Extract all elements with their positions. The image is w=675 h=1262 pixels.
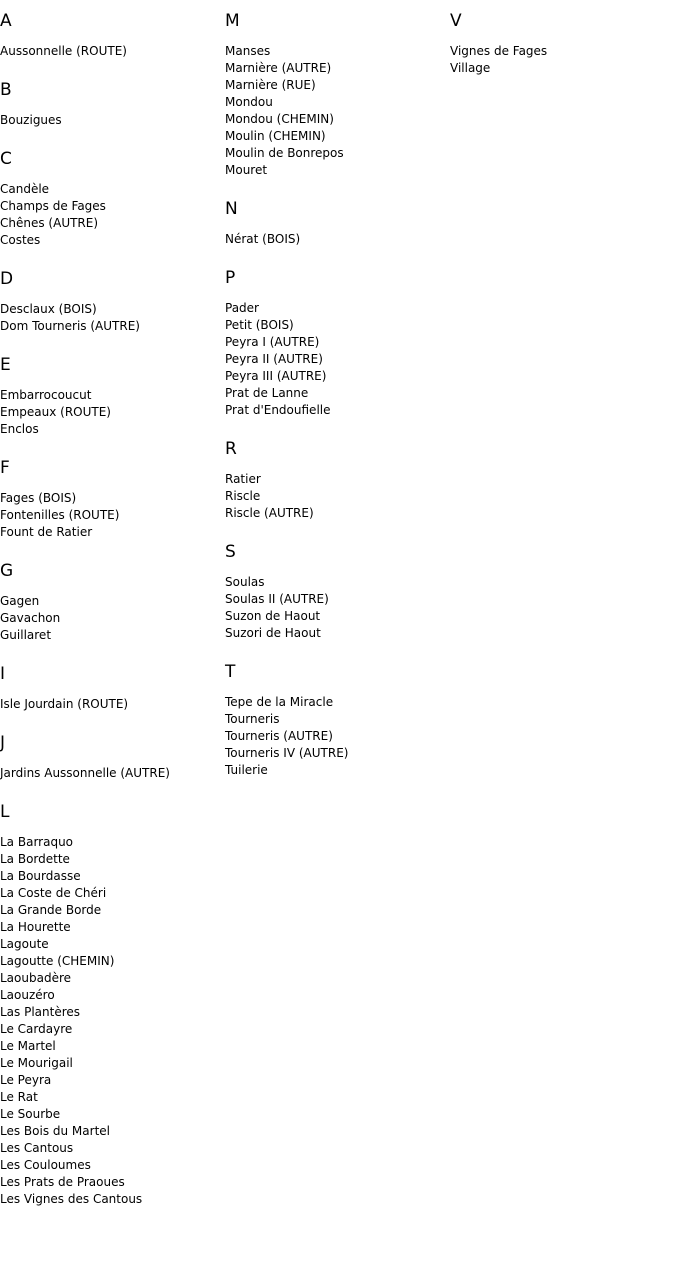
place-entry: Tuilerie xyxy=(225,763,268,777)
place-entry: Fontenilles (ROUTE) xyxy=(0,508,120,522)
place-list xyxy=(450,43,675,77)
place-list xyxy=(225,43,450,179)
letter-group-n xyxy=(225,200,450,248)
place-entry: Soulas xyxy=(225,575,265,589)
letter-heading: G xyxy=(0,561,14,581)
letter-heading: P xyxy=(225,268,236,288)
letter-group-g xyxy=(0,562,225,644)
place-entry: Empeaux (ROUTE) xyxy=(0,405,111,419)
place-entry: Mondou (CHEMIN) xyxy=(225,112,334,126)
letter-group-b xyxy=(0,81,225,129)
letter-group-p xyxy=(225,269,450,419)
place-entry: Aussonnelle (ROUTE) xyxy=(0,44,127,58)
place-entry: Embarrocoucut xyxy=(0,388,92,402)
place-entry: Dom Tourneris (AUTRE) xyxy=(0,319,140,333)
place-entry: La Coste de Chéri xyxy=(0,886,107,900)
place-entry: Tourneris IV (AUTRE) xyxy=(225,746,349,760)
letter-group-m xyxy=(225,12,450,179)
place-entry: Fount de Ratier xyxy=(0,525,93,539)
place-entry: Le Sourbe xyxy=(0,1107,61,1121)
place-entry: Chênes (AUTRE) xyxy=(0,216,99,230)
place-entry: Riscle (AUTRE) xyxy=(225,506,314,520)
place-entry: Laoubadère xyxy=(0,971,72,985)
place-entry: Vignes de Fages xyxy=(450,44,548,58)
letter-group-s xyxy=(225,543,450,642)
place-entry: Le Peyra xyxy=(0,1073,52,1087)
place-list xyxy=(225,231,450,248)
place-list xyxy=(225,574,450,642)
letter-heading: S xyxy=(225,542,236,562)
place-entry: Moulin (CHEMIN) xyxy=(225,129,326,143)
place-entry: Laouzéro xyxy=(0,988,55,1002)
place-entry: Pader xyxy=(225,301,259,315)
letter-group-t xyxy=(225,663,450,779)
letter-group-i xyxy=(0,665,225,713)
place-entry: Tourneris (AUTRE) xyxy=(225,729,333,743)
place-entry: Nérat (BOIS) xyxy=(225,232,301,246)
place-entry: Mouret xyxy=(225,163,268,177)
place-entry: Les Vignes des Cantous xyxy=(0,1192,143,1206)
index-column-2 xyxy=(225,0,450,800)
place-list xyxy=(0,593,225,644)
place-entry: Isle Jourdain (ROUTE) xyxy=(0,697,129,711)
letter-group-d xyxy=(0,270,225,335)
place-list xyxy=(0,301,225,335)
place-entry: Las Plantères xyxy=(0,1005,81,1019)
place-list xyxy=(0,765,225,782)
place-entry: Les Couloumes xyxy=(0,1158,91,1172)
place-entry: Village xyxy=(450,61,491,75)
letter-group-j xyxy=(0,734,225,782)
letter-heading: F xyxy=(0,458,10,478)
place-entry: Guillaret xyxy=(0,628,52,642)
place-entry: Les Prats de Praoues xyxy=(0,1175,125,1189)
place-entry: Suzori de Haout xyxy=(225,626,321,640)
place-entry: La Bordette xyxy=(0,852,70,866)
letter-group-c xyxy=(0,150,225,249)
place-list xyxy=(0,490,225,541)
place-entry: Marnière (AUTRE) xyxy=(225,61,332,75)
place-entry: Lagoute xyxy=(0,937,49,951)
place-entry: Candèle xyxy=(0,182,50,196)
letter-heading: C xyxy=(0,149,12,169)
index-column-1 xyxy=(0,0,225,1229)
place-entry: Peyra II (AUTRE) xyxy=(225,352,323,366)
place-entry: Petit (BOIS) xyxy=(225,318,294,332)
place-entry: Moulin de Bonrepos xyxy=(225,146,344,160)
place-entry: Costes xyxy=(0,233,41,247)
place-entry: La Barraquo xyxy=(0,835,74,849)
place-entry: Fages (BOIS) xyxy=(0,491,77,505)
place-entry: Ratier xyxy=(225,472,261,486)
place-entry: Manses xyxy=(225,44,271,58)
letter-heading: D xyxy=(0,269,14,289)
letter-heading: V xyxy=(450,11,462,31)
place-entry: Lagoutte (CHEMIN) xyxy=(0,954,115,968)
letter-heading: L xyxy=(0,802,10,822)
place-list xyxy=(0,696,225,713)
place-entry: Les Bois du Martel xyxy=(0,1124,110,1138)
place-entry: Enclos xyxy=(0,422,39,436)
place-entry: Desclaux (BOIS) xyxy=(0,302,97,316)
place-list xyxy=(0,181,225,249)
place-list xyxy=(0,834,225,1208)
letter-heading: E xyxy=(0,355,11,375)
place-list xyxy=(0,387,225,438)
letter-group-l xyxy=(0,803,225,1208)
place-entry: Jardins Aussonnelle (AUTRE) xyxy=(0,766,170,780)
letter-heading: T xyxy=(225,662,236,682)
letter-heading: I xyxy=(0,664,6,684)
place-list xyxy=(225,471,450,522)
place-entry: Prat d'Endoufielle xyxy=(225,403,331,417)
place-entry: Soulas II (AUTRE) xyxy=(225,592,329,606)
place-entry: Mondou xyxy=(225,95,273,109)
letter-heading: A xyxy=(0,11,12,31)
letter-group-e xyxy=(0,356,225,438)
place-entry: Le Rat xyxy=(0,1090,38,1104)
letter-heading: N xyxy=(225,199,238,219)
place-entry: Marnière (RUE) xyxy=(225,78,316,92)
index-column-3 xyxy=(450,0,675,98)
letter-group-a xyxy=(0,12,225,60)
place-entry: Les Cantous xyxy=(0,1141,74,1155)
place-entry: Peyra III (AUTRE) xyxy=(225,369,327,383)
place-entry: Prat de Lanne xyxy=(225,386,309,400)
place-entry: Peyra I (AUTRE) xyxy=(225,335,320,349)
place-entry: La Bourdasse xyxy=(0,869,81,883)
place-entry: Champs de Fages xyxy=(0,199,106,213)
place-entry: Tepe de la Miracle xyxy=(225,695,334,709)
place-entry: Bouzigues xyxy=(0,113,62,127)
place-list xyxy=(0,112,225,129)
place-entry: La Grande Borde xyxy=(0,903,102,917)
letter-heading: R xyxy=(225,439,237,459)
place-entry: Riscle xyxy=(225,489,261,503)
place-entry: Le Cardayre xyxy=(0,1022,73,1036)
letter-heading: B xyxy=(0,80,12,100)
letter-group-r xyxy=(225,440,450,522)
letter-group-f xyxy=(0,459,225,541)
place-entry: La Hourette xyxy=(0,920,71,934)
letter-heading: J xyxy=(0,733,6,753)
place-list xyxy=(225,694,450,779)
letter-group-v xyxy=(450,12,675,77)
place-entry: Le Mourigail xyxy=(0,1056,73,1070)
place-entry: Gagen xyxy=(0,594,40,608)
place-entry: Le Martel xyxy=(0,1039,56,1053)
place-entry: Tourneris xyxy=(225,712,280,726)
place-list xyxy=(225,300,450,419)
place-list xyxy=(0,43,225,60)
place-entry: Suzon de Haout xyxy=(225,609,321,623)
letter-heading: M xyxy=(225,11,240,31)
place-entry: Gavachon xyxy=(0,611,61,625)
